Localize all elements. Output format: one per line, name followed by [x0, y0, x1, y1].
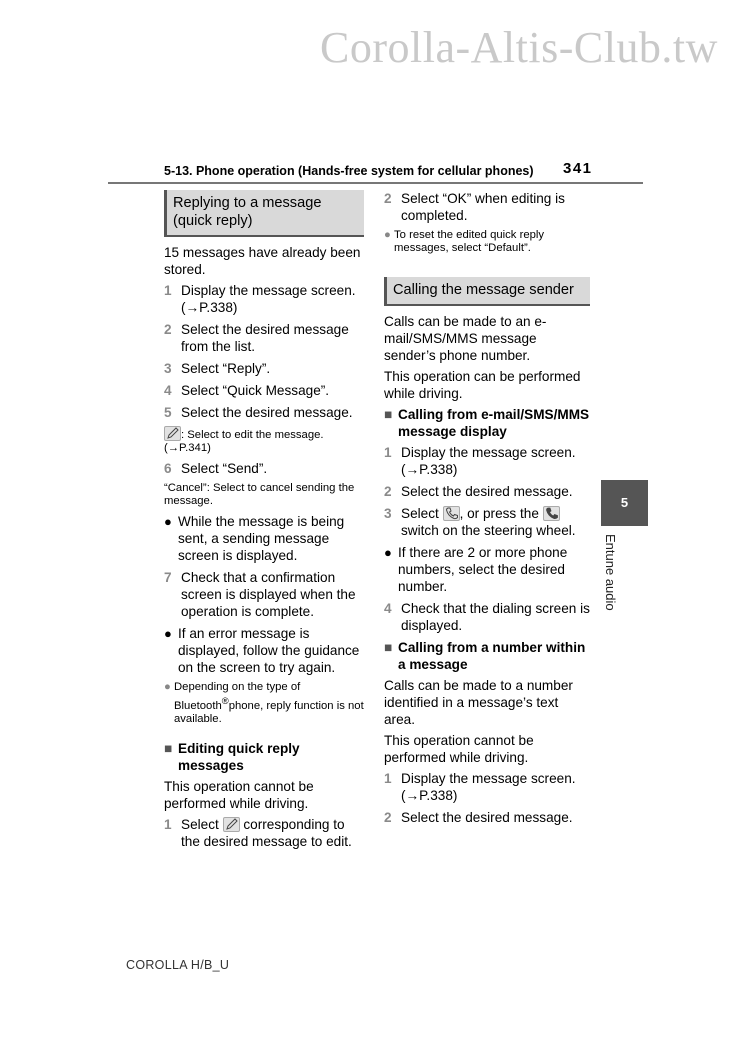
square-bullet: ■ [384, 640, 393, 655]
bullet-item [384, 544, 590, 595]
step-number: 1 [384, 771, 392, 786]
bt-note-pre: Depending on the type of Bluetooth [174, 681, 301, 712]
reset-note [384, 229, 590, 255]
step-item [164, 321, 364, 355]
edit-note [164, 426, 364, 455]
bullet-dot: ● [164, 514, 172, 529]
section-heading-calling-sender: Calling the message sender [384, 277, 590, 306]
step-number: 4 [164, 383, 172, 398]
chapter-tab-label: Entune audio [603, 534, 618, 611]
steering-phone-switch-icon [543, 506, 560, 521]
step-text-post: corresponding to the desired message to edit. [181, 816, 352, 849]
note-dot: ● [164, 681, 171, 693]
step-text: Select the desired message. [401, 810, 573, 825]
step-item [164, 460, 364, 477]
section-heading-quick-reply: Replying to a message (quick reply) [164, 190, 364, 237]
footer-text: COROLLA H/B_U [126, 958, 230, 972]
step-item [164, 816, 364, 850]
edit-note-text: : Select to edit the message. (→P.341) [164, 429, 324, 454]
chapter-tab[interactable]: 5 [601, 480, 648, 526]
step-number: 1 [164, 816, 172, 832]
square-bullet: ■ [164, 740, 173, 756]
step-text: Select the desired message from the list. [181, 322, 349, 354]
step-item [164, 282, 364, 316]
step-text-pre: Select [401, 506, 439, 521]
step-text: Select “Reply”. [181, 361, 271, 376]
step-number: 7 [164, 570, 172, 585]
chapter-title: 5-13. Phone operation (Hands-free system for cellular phones) [164, 164, 534, 178]
step-item [384, 505, 590, 539]
step-text-pre: Select [181, 816, 219, 832]
step-number: 1 [384, 445, 392, 460]
page-number: 341 [563, 160, 593, 177]
cancel-note: “Cancel”: Select to cancel sending the message. [164, 482, 355, 507]
paragraph: This operation can be performed while driving. [384, 369, 581, 401]
subheading-text: Editing quick reply messages [178, 740, 300, 773]
step-item [384, 600, 590, 634]
step-number: 2 [384, 191, 392, 206]
step-item [164, 382, 364, 399]
bullet-text: If an error message is displayed, follow the guidance on the screen to try again. [178, 626, 360, 675]
step-item [384, 770, 590, 804]
step-number: 6 [164, 461, 172, 476]
note-dot: ● [384, 229, 391, 241]
step-text: Display the message screen. (→P.338) [181, 283, 356, 315]
step-text: Check that a confirmation screen is displayed when the operation is complete. [181, 570, 356, 619]
step-text: Select the desired message. [401, 484, 573, 499]
subheading-editing [164, 740, 364, 774]
step-text: Select “Send”. [181, 461, 268, 476]
step-number: 4 [384, 601, 392, 616]
bluetooth-note [164, 681, 364, 726]
step-text-post: switch on the steering wheel. [401, 523, 576, 538]
phone-icon [443, 506, 460, 521]
paragraph: Calls can be made to a number identified in a message’s text area. [384, 678, 573, 727]
square-bullet: ■ [384, 407, 393, 422]
step-number: 2 [384, 810, 392, 825]
intro-text: 15 messages have already been stored. [164, 245, 361, 277]
bullet-item [164, 513, 364, 564]
watermark: Corolla-Altis-Club.tw [320, 23, 718, 72]
pencil-icon [223, 817, 240, 832]
paragraph: This operation cannot be performed while driving. [384, 733, 534, 765]
subheading-text: Calling from a number within a message [398, 640, 586, 672]
step-number: 3 [384, 506, 392, 521]
step-text: Select “Quick Message”. [181, 383, 330, 398]
step-text: Display the message screen. (→P.338) [401, 771, 576, 803]
step-number: 3 [164, 361, 172, 376]
step-number: 5 [164, 405, 172, 420]
step-number: 2 [384, 484, 392, 499]
step-item [384, 483, 590, 500]
registered-mark: ® [221, 695, 229, 706]
step-text: Select “OK” when editing is completed. [401, 191, 565, 223]
step-item [384, 809, 590, 826]
step-item [164, 360, 364, 377]
step-text-mid: , or press the [459, 506, 539, 521]
step-number: 2 [164, 322, 172, 337]
right-column [384, 190, 590, 831]
bt-note-post: phone, reply function is not available. [174, 699, 364, 725]
step-item [164, 404, 364, 421]
step-text: Check that the dialing screen is displayed. [401, 601, 590, 633]
bullet-dot: ● [384, 545, 392, 560]
bullet-text: If there are 2 or more phone numbers, select the desired number. [398, 545, 568, 594]
pencil-icon [164, 426, 181, 441]
step-text: Select the desired message. [181, 405, 353, 420]
bullet-dot: ● [164, 626, 172, 641]
step-number: 1 [164, 283, 172, 298]
subheading-calling-number [384, 639, 590, 673]
header-rule [108, 182, 643, 184]
step-text: Display the message screen. (→P.338) [401, 445, 576, 477]
paragraph: Calls can be made to an e-mail/SMS/MMS message sender’s phone number. [384, 314, 547, 363]
subheading-text: Calling from e-mail/SMS/MMS message display [398, 407, 590, 439]
reset-note-text: To reset the edited quick reply messages, select “Default”. [394, 229, 545, 254]
step-item [164, 569, 364, 620]
sub-text: This operation cannot be performed while driving. [164, 778, 314, 811]
step-item [384, 190, 590, 224]
bullet-item [164, 625, 364, 676]
left-column [164, 190, 364, 855]
step-item [384, 444, 590, 478]
bullet-text: While the message is being sent, a sending message screen is displayed. [178, 514, 345, 563]
subheading-calling-from-message [384, 406, 590, 440]
